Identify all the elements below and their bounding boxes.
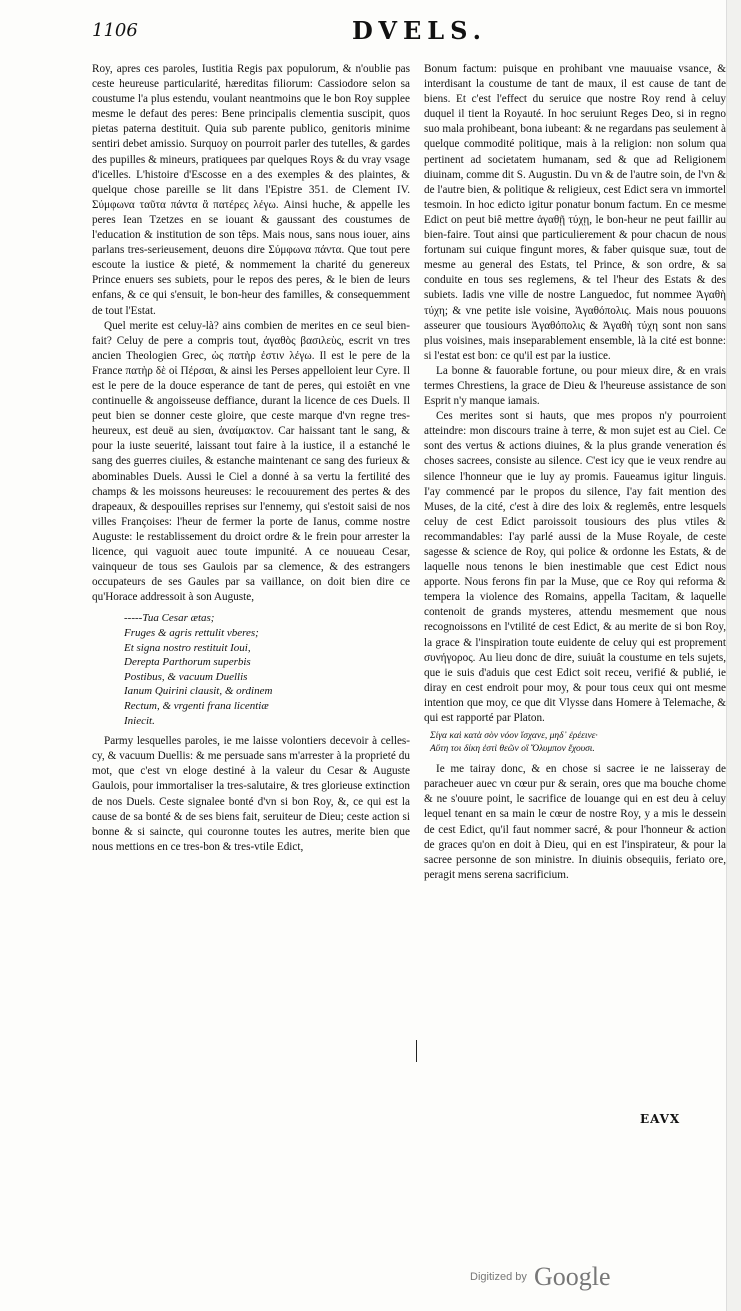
horace-verse [124,611,410,728]
homer-quote [430,730,726,756]
right-paragraph-4: Ie me tairay donc, & en chose si sacree ie ne laisseray de paracheuer auec vn cœur pur & serain, ores que ma bouche chome & ne s'ouure point, le sacrifice de louange qui en est deu à celuy lequel tenant en sa main le cœur de nostre Roy, y a mis le dessein de cest Edict, qu'il faut nommer sacré, & pour l'honneur & action de graces qu'on en doit à Dieu, qui en est l'inspirateur, & pour la sacree personne de son ministre. In diuinis obsequiis, feriato ore, peragit mens serena sacrificium. [424,763,726,881]
verse-line: Postibus, & vacuum Duellis [124,670,248,683]
verse-line: Ianum Quirini clausit, & ordinem [124,685,273,698]
verse-line: Derepta Parthorum superbis [124,656,251,669]
verse-line: Rectum, & vrgenti frana licentiæ [124,699,269,712]
digitized-by-label: Digitized by [470,1271,527,1283]
verse-line: -----Tua Cesar ætas; [124,612,215,625]
google-logo: Google [533,1262,611,1291]
right-paragraph-1: Bonum factum: puisque en prohibant vne mauuaise vsance, & interdisant la coustume de tant de maux, il est cause de tant de biens. Et c'est l'effect du seruice que nostre Roy rend à celuy duquel il tient la Royauté. In hoc seruiunt Reges Deo, si in regno suo mala prohibeant, bona iubeant: & ne regardans pas seulement à quelque commodité politique, mais à la religion: non solum qua pertinent ad societatem humanam, sed & que ad Religionem diuinam, comme dit S. Augustin. Du vn & de l'autre soin, de l'vn & de l'autre bien, & politique & religieux, cest Edict sera vn immortel tesmoin. In hoc edicto igitur ponatur bonum factum. En ce mesme Edict on peut biê mettre ἀγαθῇ τύχῃ, le bon-heur ne peut faillir au bien-faire. Tout ainsi que particulierement & pour chacun de nous fortunam sui cuique fingunt mores, & faber quisque suæ, tout de mesme au general des Estats, tel Prince, & son ordre, & sa conduite en tous ses reglemens, & tel l'heur des Estats & des subiets. Iadis vne ville de nostre Languedoc, fut nommee Ἀγαθὴ τύχη; & vne petite isle voisine, Ἀγαθόπολις. Mais nous pouuons asseurer que tousiours Ἀγαθόπολις & Ἀγαθὴ τύχη sont non sans plus voisines, mais inseparablement ensemble, là la cité est bonne: si l'estat est bon: ce qu'il est par la iustice. [424,63,726,362]
verse-line: Et signa nostro restituit Ioui, [124,641,251,654]
right-paragraph-3: Ces merites sont si hauts, que mes propos n'y pourroient atteindre: mon discours traine à terre, & mon sujet est au Ciel. Ce sont des vertus & actions diuines, & la plus grande veneration és choses sacrees, consiste au silence. C'est icy que ie veux rendre au silence l'honneur que ie luy ay promis. Faueamus igitur linguis. I'ay commencé par le propos du silence, I'ay fait mention des Muses, de la cité, c'est à dire des loix & reglemês, entre lesquels celuy de cest Edict paroissoit tousiours des plus vtiles & recommandables: I'ay parlé aussi de la Muse Royale, de ceste sagesse & science de Roy, qui police & ordonne les Estats, & de laquelle nous tenons le bien inestimable que cest Edict nous apporte. Nous ferons fin par la Muse, que ce Roy qui reforma & tempera la violence des Romains, appella Tacitam, & laquelle contenoit de grands mysteres, attendu mesmement que nous recognoissons en l'vtilité de cest Edict, & au merite de si bon Roy, la grace & l'inspiration toute euidente de celuy qui est proprement συνήγορος. Au lieu donc de dire, suiuât la coustume en tels sujets, que ie suis d'aduis que cest Edict soit receu, verifié & publié, ie diray en cest endroit pour moy, & pour tous ceux qui ont mesme intention que moy, ce que dit Vlysse dans Homere à Telemache, & qui est rapporté par Platon. [424,410,726,725]
catchword: EAVX [640,1112,681,1126]
digitized-watermark [470,1262,611,1292]
left-paragraph-1: Roy, apres ces paroles, Iustitia Regis pax populorum, & n'oublie pas ceste heureuse particularité, hæreditas filiorum: Cassiodore selon sa coustume l'a plus estendu, voulant neantmoins que le bon Roy supplee mesme le defaut des peres: Bene principalis clementia suscipit, quos pietas paterna destituit. Quia sub parente publico, genitoris minime sentiri debet amissio. Surquoy on pourroit parler des tutelles, & gardes des pupilles & mineurs, pratiquees par quelques Roys & du vray vsage d'icelles. L'histoire d'Escosse en a des exemples & des plaintes, & quelque chose pareille se lit dans l'Epistre 351. de Clement IV. Σύμφωνα ταῦτα πάντα ἃ πατέρες λέγω. Ainsi huche, & appelle les peres Iean Tzetzes en se iouant & gaussant des coustumes de l'education & institution de son têps. Mais nous, sans nous iouer, ains parlans tres-serieusement, deuons dire Σύμφωνα πάντα. Que tout pere escoute la iustice & pieté, & nommement la charité du genereux Prince enuers ses subiets, pour le repos des peres, & le bien de leurs enfans, & ce qui s'ensuit, le bon-heur des familles, & consequemment de tout l'Estat. [92,63,410,317]
verse-line: Fruges & agris rettulit vberes; [124,626,259,639]
greek-line: Σίγα καὶ κατὰ σὸν νόον ἴσχανε, μηδ᾽ ἐρέεινε· [430,731,598,742]
page-number: 1106 [92,20,138,41]
greek-line: Αὕτη τοι δίκη ἐστὶ θεῶν οἳ Ὄλυμπον ἔχουσι. [430,744,595,755]
column-divider [416,1040,417,1062]
verse-line: Iniecit. [124,714,155,727]
right-paragraph-2: La bonne & fauorable fortune, ou pour mieux dire, & en vrais termes Chrestiens, la grace de Dieu & l'heureuse assistance de son Esprit n'y manque iamais. [424,364,726,408]
right-column [424,62,726,883]
left-paragraph-3: Parmy lesquelles paroles, ie me laisse volontiers decevoir à celles-cy, & vacuum Duellis: & me persuade sans m'arrester à la proprieté du mot, que c'est vn eloge destiné à la valeur du Cesar & Auguste Gaulois, pour immortaliser la tres-salutaire, & tres glorieuse extinction de nos Duels. Ceste signalee bonté d'vn si bon Roy, &, ce qui est la cause de sa bonté & de ses biens fait, seruiteur de Dieu; ceste action si bonne & si saincte, qui couronne toutes les autres, merite bien que nous mettions en ce tres-bon & tres-vtile Edict, [92,735,410,853]
left-column [92,62,410,855]
running-title: DVELS. [352,16,488,45]
page-header [92,18,732,48]
page-edge [726,0,741,1311]
left-paragraph-2: Quel merite est celuy-là? ains combien de merites en ce seul bien-fait? Celuy de pere a compris tout, ἀγαθὸς βασιλεὺς, escrit vn tres ancien Theologien Grec, ὡς πατὴρ ἐστιν λέγω. Il est le pere de la France πατὴρ δὲ οἱ Πέρσαι, & ainsi les Perses appelloient leur Cyre. Il est le pere de la douce esperance de tant de peres, qui estoiêt en vne continuelle & angoisseuse deffiance, durant la licence de ces Duels. Il peut bien se donner ceste gloire, que ceste marque d'vn regne tres-heureux, est deuë au sien, ἀναίμακτον. Car haissant tant le sang, & pour la iuste seuerité, laissant tout faire à la iustice, il a estanché le sang des guerres ciuiles, & estanche maintenant ce sang des furieux & abominables Duels. Aussi le Ciel a donné à sa vertu la fertilité des champs & les moissons heureuses: le recouurement des pertes & des drapeaux, & despouilles reprises sur l'ennemy, qui s'estoit saisi de nos villes Françoises: l'heur de fermer la porte de Ianus, comme nostre Auguste: le restablissement du droict ordre & le frein pour arrester la licence, qui vaguoit auec toute impunité. A ce nouueau Cesar, vainqueur de tous ses Gaulois par sa clemence, & des estrangers occupateurs de ses Gaules par sa vaillance, on doit bien dire ce qu'Horace addressoit à son Auguste, [92,319,410,604]
